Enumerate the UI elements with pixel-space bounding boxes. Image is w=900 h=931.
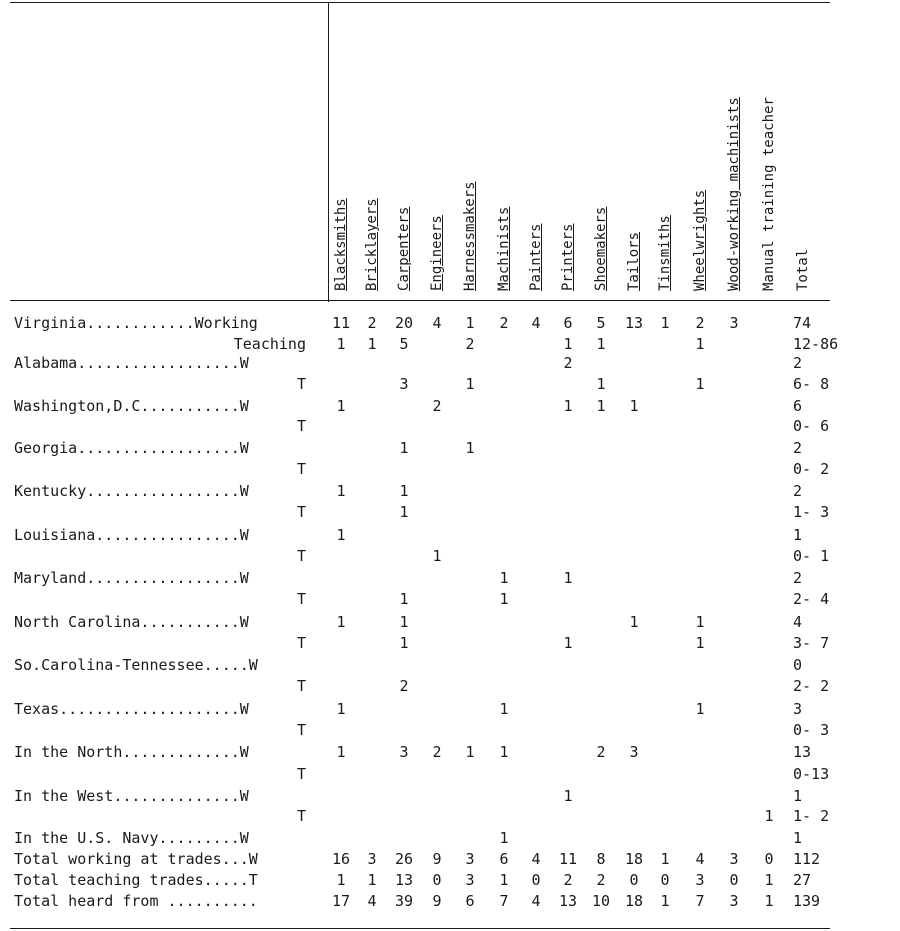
row-label: T: [296, 460, 306, 478]
row-label: T: [296, 807, 306, 825]
table-cell: 2: [432, 397, 442, 415]
table-cell: 0: [793, 656, 803, 674]
table-cell: 13: [559, 892, 578, 910]
table-cell: 1: [336, 526, 346, 544]
table-cell: 16: [332, 850, 351, 868]
table-cell: 1: [499, 700, 509, 718]
table-cell: 2: [367, 314, 377, 332]
table-cell: 1: [336, 743, 346, 761]
table-cell: 1: [563, 634, 573, 652]
table-cell: 0: [660, 871, 670, 889]
header-harnessmakers: Harnessmakers: [462, 181, 478, 291]
table-cell: 11: [559, 850, 578, 868]
table-cell: 4: [695, 850, 705, 868]
table-cell: 4: [531, 892, 541, 910]
table-cell: 1: [596, 375, 606, 393]
table-cell: 3: [695, 871, 705, 889]
row-label: Total working at trades...W: [14, 850, 258, 868]
table-cell: 0-13: [793, 765, 830, 783]
table-cell: 3: [629, 743, 639, 761]
row-label: Washington,D.C...........W: [14, 397, 249, 415]
row-label: Teaching: [233, 335, 306, 353]
table-cell: 1: [563, 397, 573, 415]
table-cell: 17: [332, 892, 351, 910]
table-cell: 1- 3: [793, 503, 830, 521]
row-label: T: [296, 503, 306, 521]
table-cell: 1: [336, 871, 346, 889]
table-cell: 1: [563, 787, 573, 805]
table-cell: 1: [336, 613, 346, 631]
table-cell: 39: [395, 892, 414, 910]
bottom-rule: [10, 928, 830, 929]
table-cell: 1: [660, 314, 670, 332]
table-cell: 1: [336, 397, 346, 415]
row-label: Kentucky.................W: [14, 482, 249, 500]
table-cell: 1: [399, 439, 409, 457]
table-cell: 7: [695, 892, 705, 910]
row-label: T: [296, 590, 306, 608]
table-cell: 13: [395, 871, 414, 889]
table-cell: 1: [499, 829, 509, 847]
table-cell: 0: [764, 850, 774, 868]
header-wood-working-machinists: Wood-working machinists: [726, 97, 742, 291]
table-cell: 10: [592, 892, 611, 910]
table-cell: 3- 7: [793, 634, 830, 652]
row-label: T: [296, 677, 306, 695]
table-cell: 13: [793, 743, 812, 761]
table-cell: 1: [596, 397, 606, 415]
table-cell: 1: [432, 547, 442, 565]
table-cell: 7: [499, 892, 509, 910]
table-cell: 1: [336, 482, 346, 500]
table-cell: 8: [596, 850, 606, 868]
row-label: T: [296, 417, 306, 435]
row-label: T: [296, 765, 306, 783]
header-tailors: Tailors: [626, 231, 642, 291]
table-cell: 2: [563, 354, 573, 372]
table-cell: 1: [399, 613, 409, 631]
table-cell: 13: [625, 314, 644, 332]
table-cell: 2: [793, 482, 803, 500]
table-cell: 0- 1: [793, 547, 830, 565]
table-cell: 4: [531, 314, 541, 332]
table-cell: 3: [729, 314, 739, 332]
table-cell: 20: [395, 314, 414, 332]
table-cell: 27: [793, 871, 812, 889]
table-cell: 1: [793, 526, 803, 544]
table-cell: 1: [629, 613, 639, 631]
header-manual-training-teacher: Manual training teacher: [761, 97, 777, 291]
header-painters: Painters: [528, 223, 544, 291]
table-cell: 4: [367, 892, 377, 910]
header-divider: [328, 2, 329, 302]
table-cell: 1: [499, 569, 509, 587]
row-label: Maryland.................W: [14, 569, 249, 587]
table-cell: 1: [695, 613, 705, 631]
header-wheelwrights: Wheelwrights: [692, 189, 708, 291]
table-cell: 1: [793, 787, 803, 805]
table-cell: 6: [563, 314, 573, 332]
row-label: In the West..............W: [14, 787, 249, 805]
table-cell: 2: [563, 871, 573, 889]
table-cell: 2- 4: [793, 590, 830, 608]
row-label: In the North.............W: [14, 743, 249, 761]
table-cell: 1: [499, 590, 509, 608]
table-cell: 18: [625, 892, 644, 910]
table-cell: 1: [499, 743, 509, 761]
table-cell: 1: [499, 871, 509, 889]
table-cell: 2: [596, 743, 606, 761]
table-cell: 6- 8: [793, 375, 830, 393]
row-label: North Carolina...........W: [14, 613, 249, 631]
table-cell: 1: [695, 375, 705, 393]
table-cell: 4: [531, 850, 541, 868]
row-label: Texas....................W: [14, 700, 249, 718]
table-cell: 2: [399, 677, 409, 695]
row-label: Total teaching trades.....T: [14, 871, 258, 889]
table-cell: 4: [432, 314, 442, 332]
table-cell: 9: [432, 850, 442, 868]
table-cell: 1: [764, 871, 774, 889]
table-cell: 2: [793, 354, 803, 372]
table-cell: 1: [399, 503, 409, 521]
table-cell: 1: [399, 590, 409, 608]
table-cell: 1: [367, 871, 377, 889]
table-cell: 3: [367, 850, 377, 868]
table-cell: 2: [793, 439, 803, 457]
header-bricklayers: Bricklayers: [364, 198, 380, 291]
table-cell: 1: [465, 439, 475, 457]
table-cell: 0: [531, 871, 541, 889]
row-label: So.Carolina-Tennessee.....W: [14, 656, 258, 674]
table-cell: 3: [729, 850, 739, 868]
table-cell: 1: [563, 335, 573, 353]
table-cell: 1: [399, 634, 409, 652]
table-cell: 1: [695, 634, 705, 652]
table-cell: 6: [465, 892, 475, 910]
top-rule: [10, 2, 830, 3]
row-label: T: [296, 721, 306, 739]
header-carpenters: Carpenters: [396, 206, 412, 291]
table-cell: 1: [465, 375, 475, 393]
table-cell: 2: [695, 314, 705, 332]
table-cell: 1- 2: [793, 807, 830, 825]
table-cell: 2: [596, 871, 606, 889]
table-cell: 1: [399, 482, 409, 500]
row-label: Georgia..................W: [14, 439, 249, 457]
table-cell: 1: [367, 335, 377, 353]
table-cell: 3: [793, 700, 803, 718]
row-label: Total heard from ..........: [14, 892, 258, 910]
table-cell: 2- 2: [793, 677, 830, 695]
row-label: In the U.S. Navy.........W: [14, 829, 249, 847]
table-cell: 139: [793, 892, 821, 910]
table-cell: 12-86: [793, 335, 839, 353]
table-cell: 3: [465, 850, 475, 868]
table-cell: 0- 2: [793, 460, 830, 478]
row-label: Louisiana................W: [14, 526, 249, 544]
header-blacksmiths: Blacksmiths: [333, 198, 349, 291]
table-cell: 6: [793, 397, 803, 415]
table-cell: 2: [432, 743, 442, 761]
table-cell: 74: [793, 314, 812, 332]
table-cell: 1: [764, 892, 774, 910]
table-cell: 18: [625, 850, 644, 868]
header-tinsmiths: Tinsmiths: [657, 215, 673, 291]
table-cell: 1: [465, 743, 475, 761]
row-label: T: [296, 547, 306, 565]
table-cell: 0: [432, 871, 442, 889]
header-printers: Printers: [560, 223, 576, 291]
table-cell: 6: [499, 850, 509, 868]
table-cell: 5: [399, 335, 409, 353]
table-cell: 2: [793, 569, 803, 587]
row-label: Virginia............Working: [14, 314, 258, 332]
table-cell: 2: [499, 314, 509, 332]
table-cell: 0- 3: [793, 721, 830, 739]
table-cell: 1: [793, 829, 803, 847]
header-shoemakers: Shoemakers: [593, 206, 609, 291]
table-cell: 3: [729, 892, 739, 910]
table-cell: 5: [596, 314, 606, 332]
table-cell: 2: [465, 335, 475, 353]
table-cell: 26: [395, 850, 414, 868]
table-cell: 0: [629, 871, 639, 889]
table-cell: 1: [695, 700, 705, 718]
table-cell: 1: [596, 335, 606, 353]
table-cell: 0: [729, 871, 739, 889]
header-total: Total: [795, 248, 811, 291]
table-cell: 9: [432, 892, 442, 910]
table-cell: 0- 6: [793, 417, 830, 435]
table-cell: 1: [465, 314, 475, 332]
table-cell: 1: [563, 569, 573, 587]
table-cell: 1: [660, 850, 670, 868]
table-cell: 1: [660, 892, 670, 910]
table-cell: 1: [764, 807, 774, 825]
row-label: Alabama..................W: [14, 354, 249, 372]
header-engineers: Engineers: [429, 215, 445, 291]
table-cell: 11: [332, 314, 351, 332]
table-cell: 1: [629, 397, 639, 415]
row-label: T: [296, 634, 306, 652]
row-label: T: [296, 375, 306, 393]
table-cell: 3: [465, 871, 475, 889]
table-cell: 112: [793, 850, 821, 868]
table-cell: 3: [399, 743, 409, 761]
header-rule: [10, 300, 830, 301]
table-cell: 1: [336, 700, 346, 718]
header-machinists: Machinists: [496, 206, 512, 291]
table-cell: 1: [695, 335, 705, 353]
table-cell: 3: [399, 375, 409, 393]
table-cell: 4: [793, 613, 803, 631]
table-cell: 1: [336, 335, 346, 353]
